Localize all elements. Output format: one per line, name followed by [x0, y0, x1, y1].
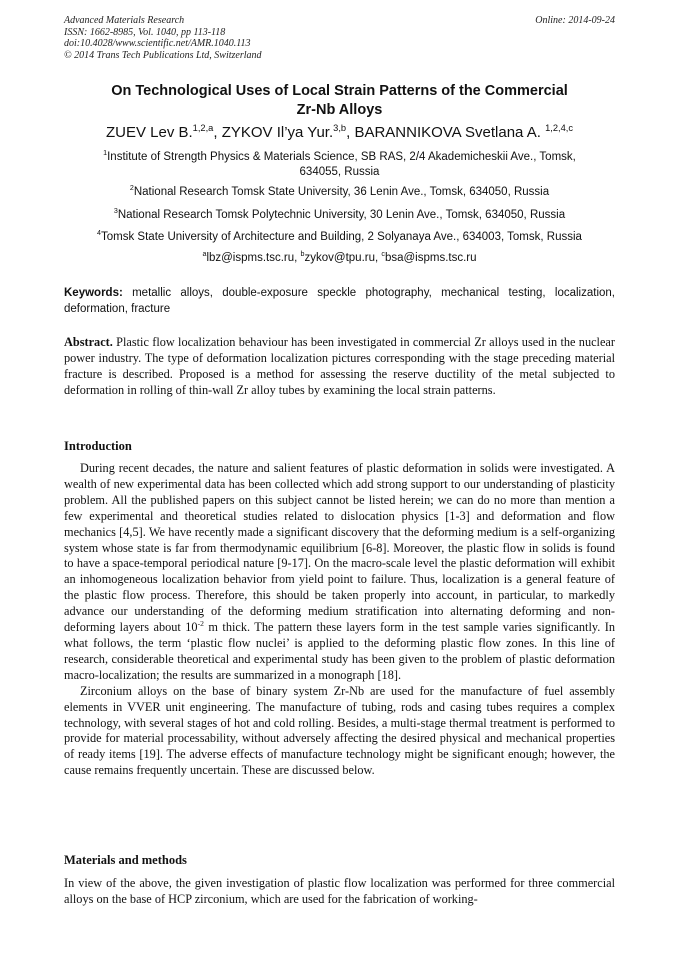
title-line-1: On Technological Uses of Local Strain Patterns of the Commercial — [111, 83, 568, 99]
journal-name: Advanced Materials Research — [64, 15, 185, 26]
author-name: ZUEV Lev B. — [105, 124, 193, 141]
affiliation-number: 3 — [113, 207, 118, 216]
email-superscript: a — [202, 250, 207, 259]
affiliation-text: National Research Tomsk Polytechnic University, 30 Lenin Ave., Tomsk, 634050, Russia — [117, 209, 566, 221]
affiliation-3 — [64, 208, 615, 223]
materials-body — [64, 876, 615, 908]
journal-header — [64, 15, 615, 61]
author-name: BARANNIKOVA Svetlana A. — [354, 124, 541, 141]
author-superscript: 1,2,a — [192, 123, 214, 133]
affiliation-text: National Research Tomsk State University, 36 Lenin Ave., Tomsk, 634050, Russia — [133, 186, 550, 198]
keywords-block — [64, 286, 615, 317]
author-list: ZUEV Lev B.$^{1,2,a}$, ZYKOV Il’ya Yur.$^{3,b}$, BARANNIKOVA Svetlana A. $^{1,2,4,c}$ — [105, 123, 574, 141]
affiliation-text: Tomsk State University of Architecture and Building, 2 Solyanaya Ave., 634003, Tomsk, Russia — [101, 231, 582, 243]
section-heading-introduction: Introduction — [64, 439, 132, 453]
abstract-text: Plastic flow localization behaviour has been investigated in commercial Zr alloys used in the nuclear power industry. The type of deformation localization pictures corresponding with the stage preceding material fracture is described. Proposed is a method for assessing the reserve ductility of the metal subjected to deformation in rolling of thin-wall Zr alloy tubes by examining the local strain patterns. — [64, 335, 615, 397]
introduction-body — [64, 461, 615, 779]
affiliation-1 — [64, 150, 615, 180]
section-heading-materials: Materials and methods — [64, 853, 187, 867]
intro-paragraph-2: Zirconium alloys on the base of binary system Zr-Nb are used for the manufacture of fuel assembly elements in VVER unit engineering. The manufacture of tubing, rods and casing tubes requires a complex technology, with several stages of hot and cold rolling. Besides, a multi-stage thermal treatment is performed to provide for material processability, without adversely affecting the desired physical and mechanical properties of ready items [19]. The adverse effects of manufacture technology might be significant enough; however, the cause remains frequently uncertain. These are discussed below. — [64, 683, 615, 778]
affiliation-2 — [64, 185, 615, 200]
keywords-label: Keywords: — [64, 287, 123, 299]
journal-doi: doi:10.4028/www.scientific.net/AMR.1040.113 — [64, 38, 251, 49]
affiliation-4 — [64, 230, 615, 245]
title-line-2: Zr-Nb Alloys — [296, 102, 383, 118]
materials-paragraph-1: In view of the above, the given investigation of plastic flow localization was performed for three commercial alloys on the base of HCP zirconium, which are used for the fabrication of working- — [64, 876, 615, 906]
affiliation-text: Institute of Strength Physics & Materials Science, SB RAS, 2/4 Akademicheskii Ave., Tomsk, — [107, 151, 576, 163]
paper-title — [64, 82, 615, 120]
affiliation-number: 4 — [97, 229, 102, 238]
abstract-block — [64, 335, 615, 399]
online-date: Online: 2014-09-24 — [535, 15, 615, 26]
email-superscript: c — [381, 250, 385, 259]
email-superscript: b — [300, 250, 305, 259]
author-superscript: 1,2,4,c — [545, 123, 574, 133]
affiliation-number: 1 — [103, 149, 108, 158]
author-name: ZYKOV Il’ya Yur. — [221, 124, 334, 141]
keywords-text: metallic alloys, double-exposure speckle photography, mechanical testing, localization, deformation, fracture — [64, 287, 615, 315]
abstract-label: Abstract. — [64, 335, 113, 349]
exponent: -2 — [197, 618, 204, 628]
email-list: $^a$lbz@ispms.tsc.ru, $^b$zykov@tpu.ru, $^c$bsa@ispms.tsc.ru — [202, 250, 477, 264]
journal-issn: ISSN: 1662-8985, Vol. 1040, pp 113-118 — [64, 26, 226, 38]
email-address[interactable]: zykov@tpu.ru — [304, 252, 375, 264]
author-superscript: 3,b — [333, 123, 347, 133]
intro-paragraph-1: During recent decades, the nature and salient features of plastic deformation in solids were investigated. A wealth of new experimental data has been collected which add strong support to our understanding of plasticity problem. All the published papers on this subject cannot be listed herein; we can do no more than mention a few experimental and theoretical studies related to dislocation physics [1-3] and deformation and flow mechanics [4,5]. We have recently made a significant discovery that the deforming medium is a self-organizing system whose state is far from thermodynamic equilibrium [6-8]. Moreover, the plastic flow in solids is found to have a space-temporal periodical nature [9-17]. On the macro-scale level the plastic deformation will exhibit an inhomogeneous localization behavior from yield point to failure. Thus, localization is a general feature of the plastic flow process. Therefore, this should be taken properly into account, in particular, to markedly advance our understanding of the deforming medium stratification into alternating deforming and non-deforming layers about $10^{-2}$ m thick. The pattern these layers form in the test sample varies significantly. In what follows, the term ‘plastic flow nuclei’ is applied to the deforming plastic flow zones. In this line of research, considerable theoretical and experimental study has been given to the problem of plastic deformation macro-localization; the results are summarized in a monograph [18]. — [64, 461, 615, 682]
email-address[interactable]: bsa@ispms.tsc.ru — [384, 252, 477, 264]
affiliation-text: 634055, Russia — [299, 166, 380, 178]
journal-copyright: © 2014 Trans Tech Publications Ltd, Switzerland — [64, 49, 262, 61]
affiliation-number: 2 — [129, 184, 134, 193]
email-address[interactable]: lbz@ispms.tsc.ru — [206, 252, 295, 264]
